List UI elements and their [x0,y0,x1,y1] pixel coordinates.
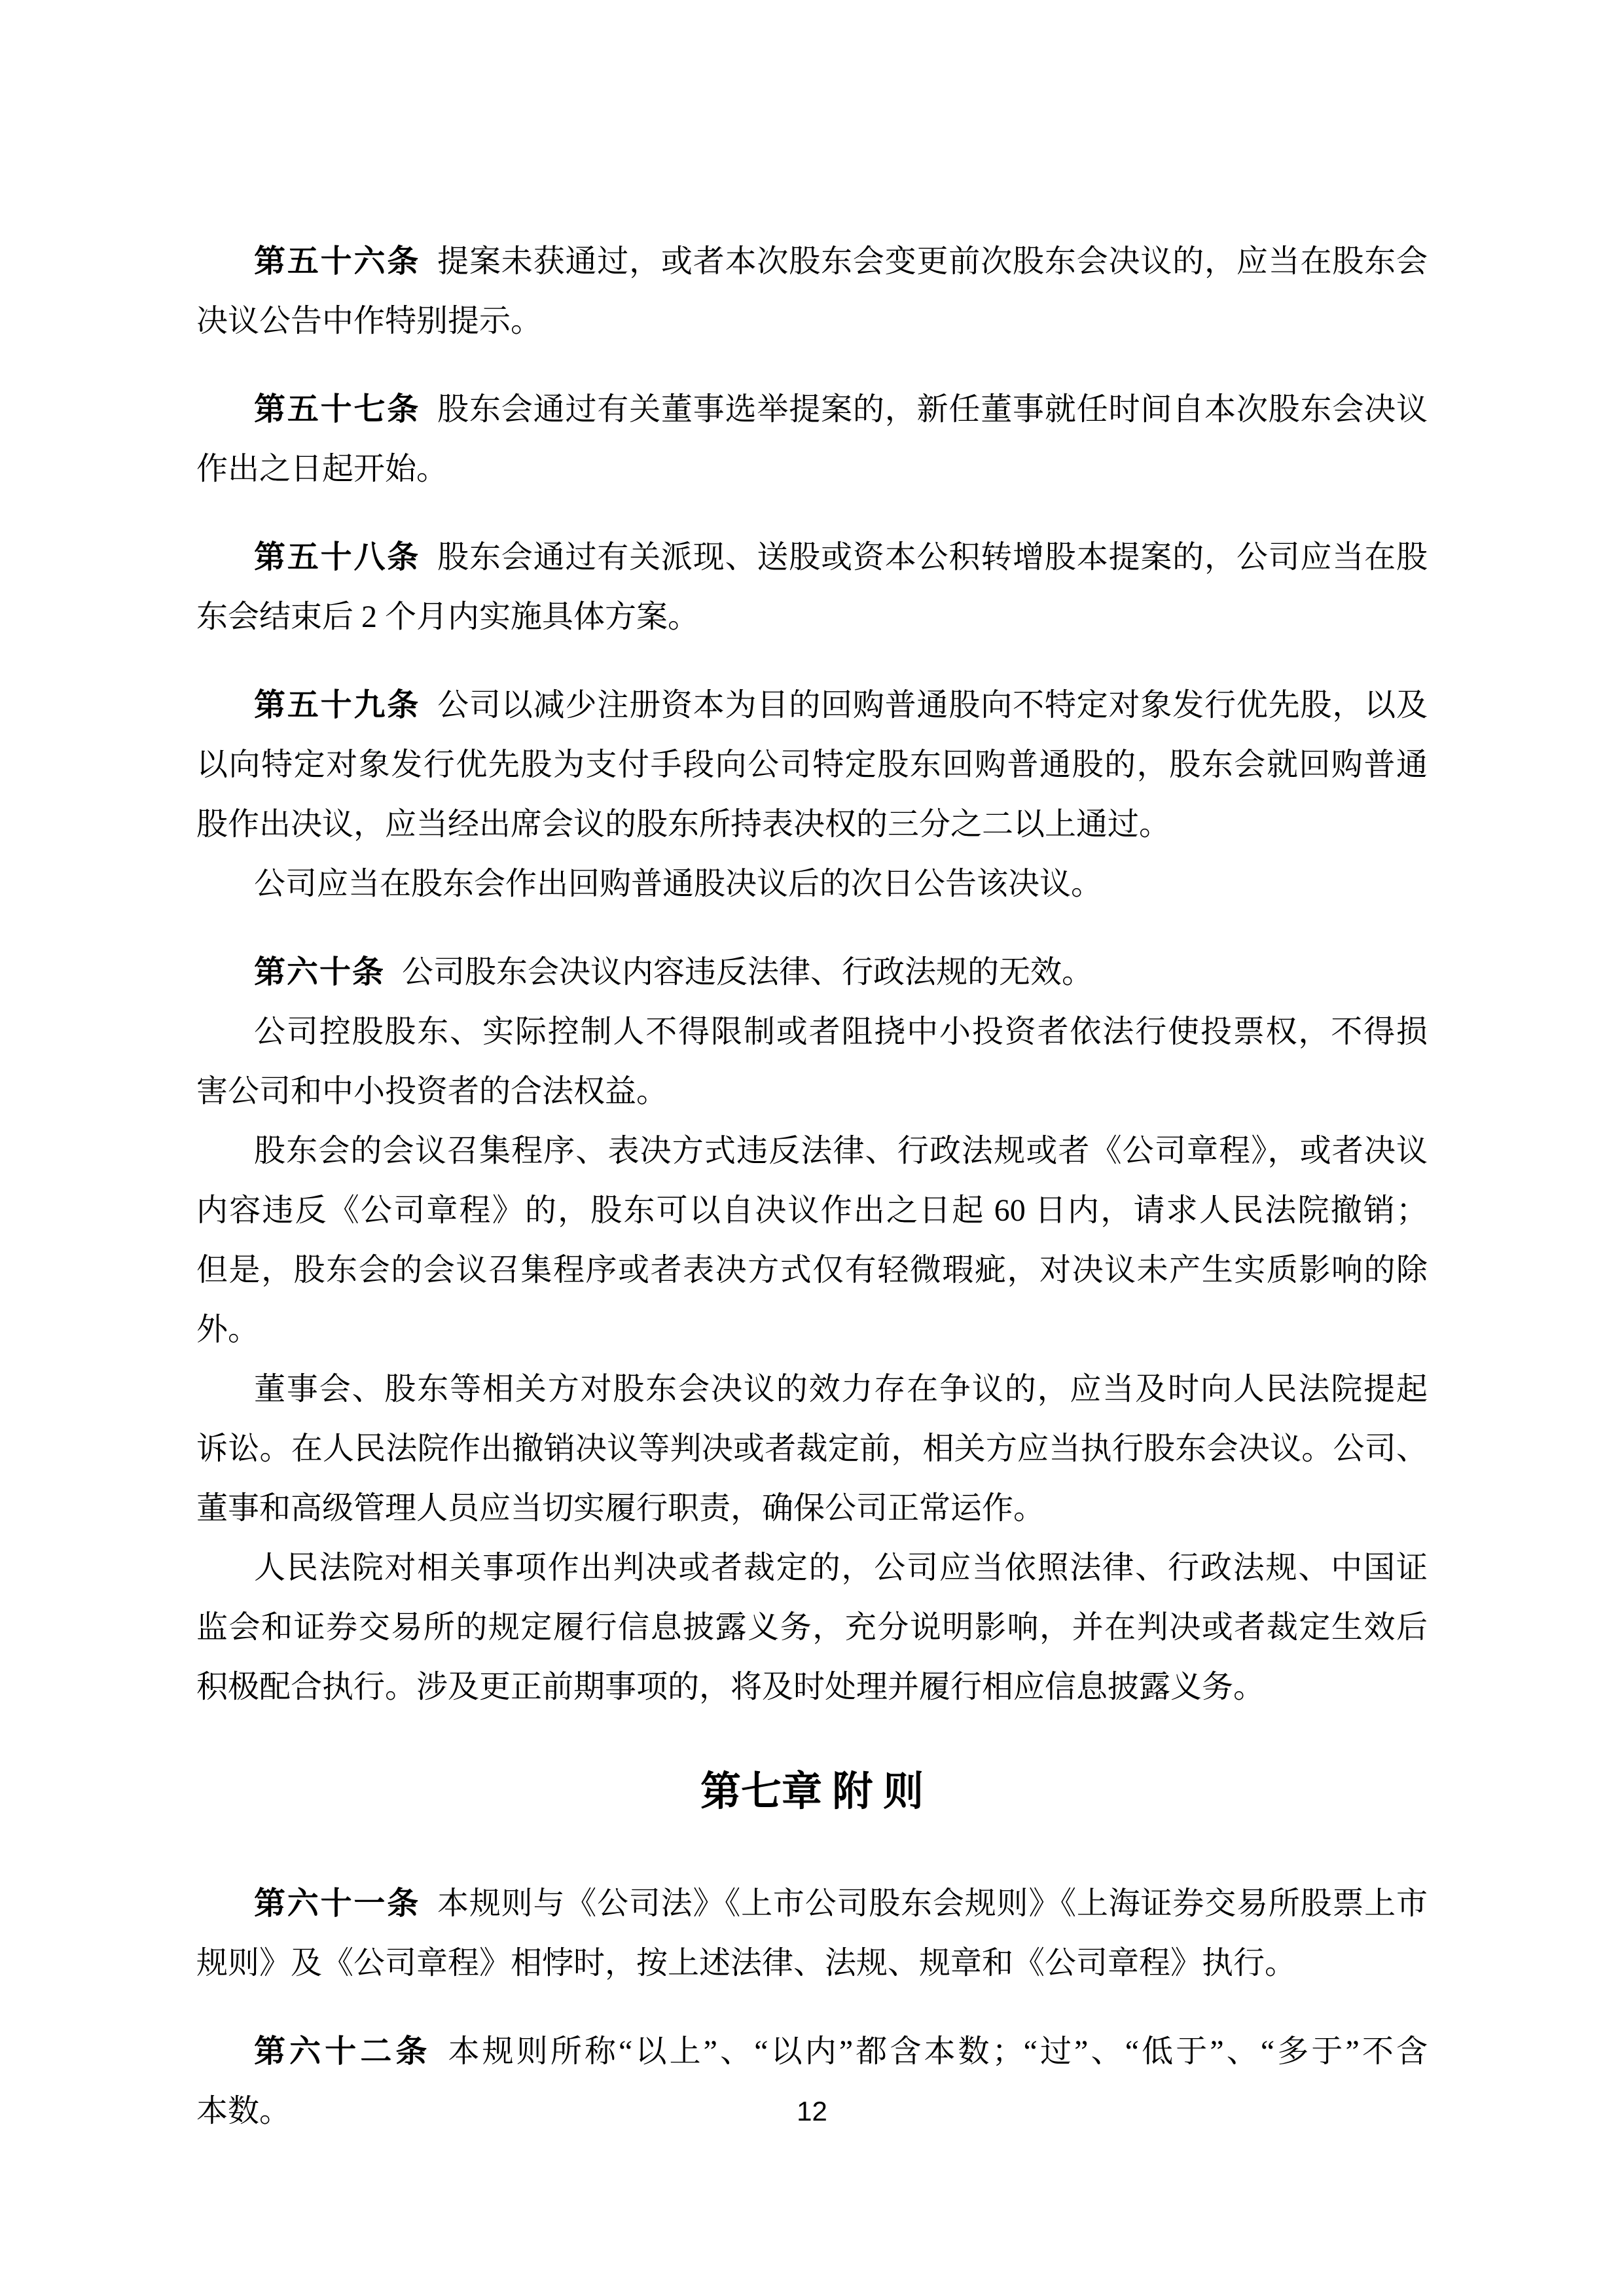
text-line [196,232,1428,291]
article-text: 股东会通过有关派现、送股或资本公积转增股本提案的，公司应当在股 [437,540,1428,575]
text-line: 东会结束后 2 个月内实施具体方案。 [196,600,700,634]
article-paragraph-58 [196,528,1428,647]
article-number: 第六十二条 [254,2034,431,2069]
article-text: 公司以减少注册资本为目的回购普通股向不特定对象发行优先股，以及 [437,688,1428,723]
article-text: 提案未获通过，或者本次股东会变更前次股东会决议的，应当在股东会 [437,244,1428,279]
body-paragraph [196,1121,1428,1359]
body-paragraph [196,854,1428,914]
text-line: 股作出决议，应当经出席会议的股东所持表决权的三分之二以上通过。 [196,807,1171,842]
text-line [196,528,1428,587]
article-number: 第五十七条 [254,392,421,427]
article-paragraph-60 [196,942,1428,1002]
text-line: 监会和证券交易所的规定履行信息披露义务，充分说明影响，并在判决或者裁定生效后 [196,1610,1428,1645]
text-line: 作出之日起开始。 [196,452,448,486]
text-line: 积极配合执行。涉及更正前期事项的，将及时处理并履行相应信息披露义务。 [196,1670,1265,1704]
chapter-heading: 第七章 附 则 [700,1770,924,1814]
page-number: 12 [797,2096,827,2126]
body-paragraph [196,1002,1428,1121]
article-number: 第六十条 [254,955,386,990]
text-line [196,942,1428,1002]
text-line: 外。 [196,1312,260,1347]
article-text: 本规则所称“以上”、“以内”都含本数；“过”、“低于”、“多于”不含 [448,2034,1428,2069]
article-number: 第五十六条 [254,244,421,279]
text-line: 以向特定对象发行优先股为支付手段向公司特定股东回购普通股的，股东会就回购普通 [196,747,1428,782]
text-line [196,1874,1428,1933]
text-line: 公司控股股东、实际控制人不得限制或者阻挠中小投资者依法行使投票权，不得损 [254,1014,1428,1049]
text-line: 内容违反《公司章程》的，股东可以自决议作出之日起 60 日内，请求人民法院撤销； [196,1193,1428,1228]
text-line: 但是，股东会的会议召集程序或者表决方式仅有轻微瑕疵，对决议未产生实质影响的除 [196,1253,1428,1287]
text-line: 董事会、股东等相关方对股东会决议的效力存在争议的，应当及时向人民法院提起 [254,1372,1428,1407]
text-line: 股东会的会议召集程序、表决方式违反法律、行政法规或者《公司章程》，或者决议 [254,1134,1428,1168]
article-text: 本规则与《公司法》《上市公司股东会规则》《上海证券交易所股票上市 [437,1886,1428,1921]
text-line: 害公司和中小投资者的合法权益。 [196,1074,668,1109]
article-number: 第六十一条 [254,1886,421,1921]
body-paragraph [196,1538,1428,1717]
text-line: 公司应当在股东会作出回购普通股决议后的次日公告该决议。 [254,867,1103,901]
text-line [196,380,1428,439]
text-line: 董事和高级管理人员应当切实履行职责，确保公司正常运作。 [196,1491,1045,1526]
text-line: 诉讼。在人民法院作出撤销决议等判决或者裁定前，相关方应当执行股东会决议。公司、 [196,1431,1428,1466]
article-paragraph-57 [196,380,1428,499]
text-line: 本数。 [196,2094,291,2128]
text-line: 决议公告中作特别提示。 [196,304,543,338]
text-line [196,2022,1428,2081]
article-text: 公司股东会决议内容违反法律、行政法规的无效。 [402,955,1094,990]
article-paragraph-56 [196,232,1428,351]
text-line [196,675,1428,735]
article-text: 股东会通过有关董事选举提案的，新任董事就任时间自本次股东会决议 [437,392,1428,427]
article-paragraph-59 [196,675,1428,854]
text-line: 规则》及《公司章程》相悖时，按上述法律、法规、规章和《公司章程》执行。 [196,1946,1297,1981]
text-line: 人民法院对相关事项作出判决或者裁定的，公司应当依照法律、行政法规、中国证 [254,1551,1428,1585]
article-paragraph-61 [196,1874,1428,1993]
article-number: 第五十九条 [254,688,421,723]
body-paragraph [196,1359,1428,1538]
article-number: 第五十八条 [254,540,421,575]
